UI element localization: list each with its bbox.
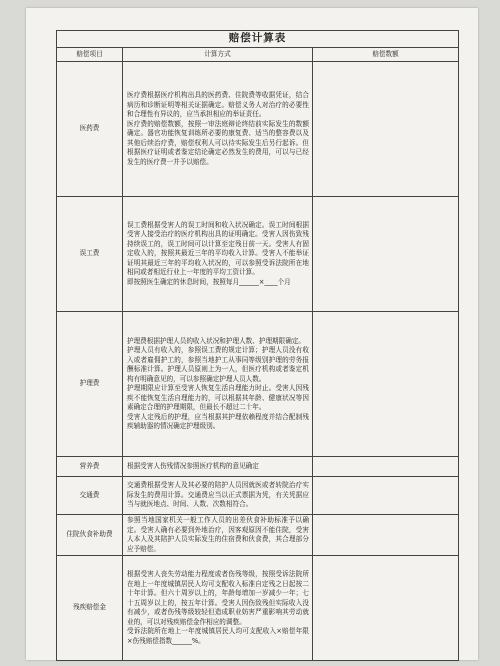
table-row [57, 556, 459, 661]
item-medical: 医药费 [57, 62, 123, 197]
calc-meal-allowance [123, 515, 313, 556]
amount-meal-allowance [313, 515, 459, 556]
amount-medical [313, 62, 459, 197]
amount-transport [313, 477, 459, 515]
table-row [57, 515, 459, 556]
paragraph: 交通费根据受害人及其必要的陪护人员因就医或者转院治疗实际发生的费用计算。交通费应当以正式票据为凭，有关凭据应当与就医地点、时间、人数、次数相符合。 [127, 481, 309, 509]
item-transport: 交通费 [57, 477, 123, 515]
item-lost-wages: 误工费 [57, 197, 123, 312]
table-row [57, 62, 459, 197]
item-meal-allowance: 住院伙食补助费 [57, 515, 123, 556]
item-disability: 残疾赔偿金 [57, 556, 123, 661]
document-page [26, 8, 478, 660]
paragraph: 受诉法院所在地上一年度城镇居民人均可支配收入×赔偿年限×伤残赔偿指数______%。 [127, 627, 309, 645]
header-amount: 赔偿数额 [313, 48, 459, 62]
header-method: 计算方式 [123, 48, 313, 62]
compensation-table [56, 30, 459, 661]
paragraph: 误工费根据受害人的误工时间和收入状况确定。误工时间根据受害人接受治疗的医疗机构出具的证明确定。受害人因伤致残持续误工的，误工时间可以计算至定残日前一天。受害人有固定收入的，按照其最近三年的平均收入计算。受害人不能举证证明其最近三年的平均收入状况的，可以参照受诉法院所在地相同或者相近行业上一年度的平均工资计算。 [127, 220, 309, 277]
amount-disability [313, 556, 459, 661]
calc-nutrition [123, 457, 313, 477]
paragraph: 护理人员有收入的，参照误工费的规定计算；护理人员没有收入或者雇佣护工的，参照当地护工从事同等级别护理的劳务报酬标准计算。护理人员原则上为一人，但医疗机构或者鉴定机构有明确意见的，可以参照确定护理人员人数。 [127, 346, 309, 383]
amount-nursing [313, 312, 459, 457]
calc-medical [123, 62, 313, 197]
amount-nutrition [313, 457, 459, 477]
paragraph: 医疗费根据医疗机构出具的医药费、住院费等收据凭证，结合病历和诊断证明等相关证据确定。赔偿义务人对治疗的必要性和合理性有异议的，应当承担相应的举证责任。 [127, 91, 309, 118]
paragraph: 即按照医生确定的休息时间，按照每月______×____个月 [127, 277, 291, 286]
table-row [57, 197, 459, 312]
paragraph: 参照当地国家机关一般工作人员的出差伙食补助标准予以确定。受害人确有必要到外地治疗，因客观原因不能住院，受害人本人及其陪护人员实际发生的住宿费和伙食费，其合理部分应予赔偿。 [127, 516, 309, 553]
header-item: 赔偿项目 [57, 48, 123, 62]
calc-nursing [123, 312, 313, 457]
paragraph: 护理费根据护理人员的收入状况和护理人数、护理期限确定。 [127, 336, 306, 345]
paragraph: 护理期限应计算至受害人恢复生活自理能力时止。受害人因残疾不能恢复生活自理能力的，可以根据其年龄、健康状况等因素确定合理的护理期限，但最长不超过二十年。 [127, 384, 309, 411]
paragraph: 医疗费的赔偿数额，按照一审法庭辩论终结前实际发生的数额确定。器官功能恢复训练所必要的康复费、适当的整容费以及其他后续治疗费，赔偿权利人可以待实际发生后另行起诉。但根据医疗证明或者鉴定结论确定必然发生的费用，可以与已经发生的医疗费一并予以赔偿。 [127, 119, 309, 166]
table-row [57, 477, 459, 515]
table-row [57, 457, 459, 477]
amount-lost-wages [313, 197, 459, 312]
calc-transport [123, 477, 313, 515]
table-title: 赔偿计算表 [57, 31, 459, 48]
item-nursing: 护理费 [57, 312, 123, 457]
calc-lost-wages [123, 197, 313, 312]
item-nutrition: 营养费 [57, 457, 123, 477]
paragraph: 根据受害人丧失劳动能力程度或者伤残等级，按照受诉法院所在地上一年度城镇居民人均可支配收入标准自定残之日起按二十年计算。但六十周岁以上的，年龄每增加一岁减少一年；七十五周岁以上的，按五年计算。受害人因伤致残但实际收入没有减少，或者伤残等级较轻但造成职业妨害严重影响其劳动就业的，可以对残疾赔偿金作相应的调整。 [127, 570, 309, 626]
table-row [57, 312, 459, 457]
paragraph: 受害人定残后的护理，应当根据其护理依赖程度并结合配制残疾辅助器的情况确定护理级别。 [127, 412, 309, 430]
calc-disability [123, 556, 313, 661]
paragraph: 根据受害人伤残情况参照医疗机构的意见确定 [127, 461, 259, 470]
